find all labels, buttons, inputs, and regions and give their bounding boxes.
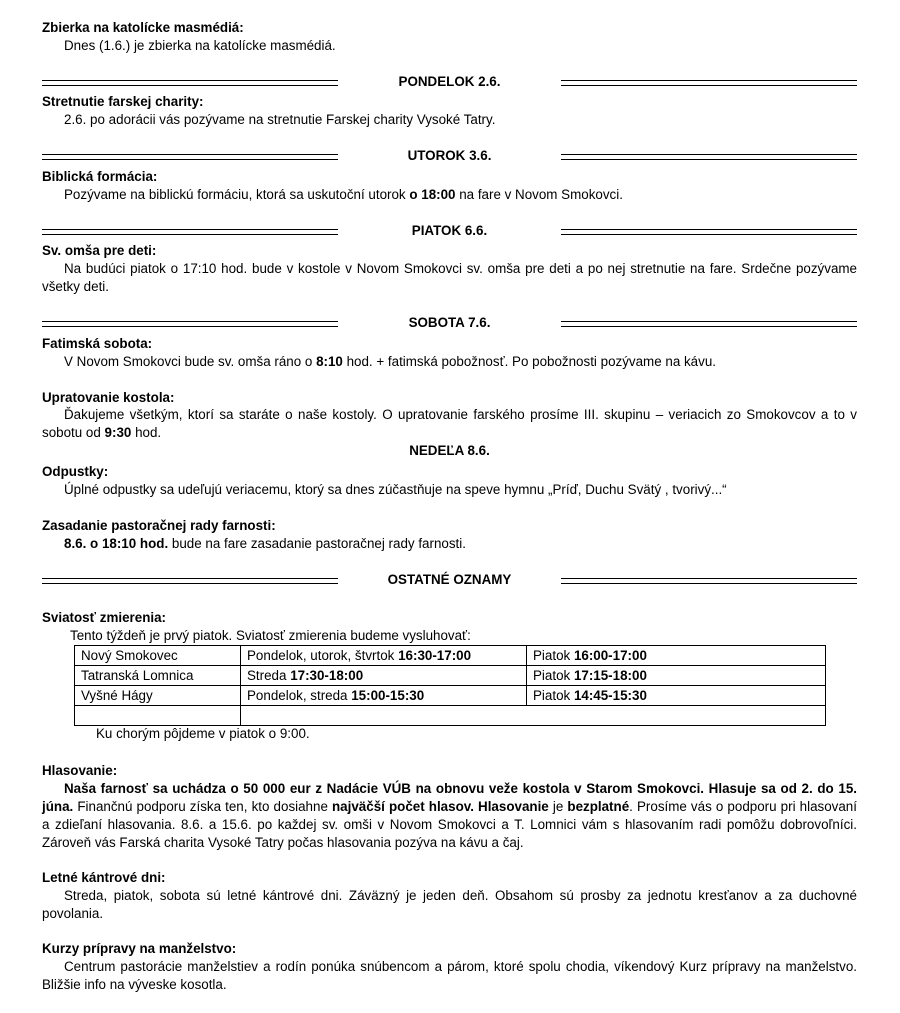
table-cell-place: Vyšné Hágy: [75, 686, 241, 706]
divider-line: [561, 154, 857, 160]
section-text-kantrove: Streda, piatok, sobota sú letné kántrové dni. Záväzný je jeden deň. Obsahom sú prosby za jednotu kresťanov a za duchovné povolania.: [42, 888, 857, 921]
confession-schedule-table: [74, 645, 826, 726]
table-cell-days: Streda 17:30-18:00: [241, 666, 527, 686]
table-row: [75, 646, 826, 666]
divider-sobota: [42, 314, 857, 332]
divider-line: [42, 80, 338, 86]
section-title-zasadanie: Zasadanie pastoračnej rady farnosti:: [42, 518, 276, 533]
divider-line: [561, 229, 857, 235]
section-text-charita: 2.6. po adorácii vás pozývame na stretnutie Farskej charity Vysoké Tatry.: [64, 112, 496, 127]
divider-label: OSTATNÉ OZNAMY: [387, 572, 512, 587]
table-row: [75, 686, 826, 706]
divider-label: NEDEĽA 8.6.: [409, 443, 490, 458]
divider-line: [42, 578, 338, 584]
divider-line: [42, 321, 338, 327]
divider-label: SOBOTA 7.6.: [408, 315, 491, 330]
section-title-hlasovanie: Hlasovanie:: [42, 763, 118, 778]
table-cell-days: Pondelok, streda 15:00-15:30: [241, 686, 527, 706]
section-title-omsa-deti: Sv. omša pre deti:: [42, 243, 157, 258]
section-title-kantrove: Letné kántrové dni:: [42, 870, 166, 885]
divider-line: [561, 321, 857, 327]
divider-line: [42, 154, 338, 160]
divider-piatok: [42, 222, 857, 240]
section-text-upratovanie: Ďakujeme všetkým, ktorí sa staráte o naše kostoly. O upratovanie farského prosíme III. skupinu – veriacich zo Smokovcov a to v sobotu od 9:30 hod.: [42, 407, 857, 440]
section-text-zmierenie-intro: Tento týždeň je prvý piatok. Sviatosť zmierenia budeme vysluhovať:: [70, 628, 471, 643]
table-cell-friday: Piatok 17:15-18:00: [527, 666, 826, 686]
section-text-fatimska: V Novom Smokovci bude sv. omša ráno o 8:10 hod. + fatimská pobožnosť. Po pobožnosti pozývame na kávu.: [64, 354, 716, 369]
divider-label: PIATOK 6.6.: [411, 223, 488, 238]
table-row: [75, 666, 826, 686]
section-text-kurzy: Centrum pastorácie manželstiev a rodín ponúka snúbencom a párom, ktoré spolu chodia, víkendový Kurz prípravy na manželstvo. Bližšie info na výveske kosotla.: [42, 959, 857, 992]
divider-pondelok: [42, 73, 857, 91]
section-title-upratovanie: Upratovanie kostola:: [42, 390, 175, 405]
table-cell-empty: [75, 706, 241, 726]
section-text-zmierenie-after: Ku chorým pôjdeme v piatok o 9:00.: [96, 726, 310, 741]
section-text-omsa-deti: Na budúci piatok o 17:10 hod. bude v kostole v Novom Smokovci sv. omša pre deti a po nej stretnutie na fare. Srdečne pozývame všetky deti.: [42, 261, 857, 294]
divider-ostatne: [42, 571, 857, 589]
section-title-fatimska: Fatimská sobota:: [42, 336, 153, 351]
section-text-zasadanie: 8.6. o 18:10 hod. bude na fare zasadanie pastoračnej rady farnosti.: [64, 536, 466, 551]
table-cell-empty: [241, 706, 826, 726]
section-title-odpustky: Odpustky:: [42, 464, 109, 479]
section-title-charita: Stretnutie farskej charity:: [42, 94, 204, 109]
divider-line: [42, 229, 338, 235]
section-title-biblicka: Biblická formácia:: [42, 169, 158, 184]
section-text-zbierka: Dnes (1.6.) je zbierka na katolícke masmédiá.: [64, 38, 336, 53]
divider-utorok: [42, 147, 857, 165]
table-cell-place: Nový Smokovec: [75, 646, 241, 666]
table-cell-friday: Piatok 16:00-17:00: [527, 646, 826, 666]
table-cell-days: Pondelok, utorok, štvrtok 16:30-17:00: [241, 646, 527, 666]
section-title-zbierka: Zbierka na katolícke masmédiá:: [42, 20, 244, 35]
section-title-zmierenie: Sviatosť zmierenia:: [42, 610, 167, 625]
divider-label: UTOROK 3.6.: [407, 148, 492, 163]
divider-label: PONDELOK 2.6.: [398, 74, 501, 89]
section-title-kurzy: Kurzy prípravy na manželstvo:: [42, 941, 237, 956]
section-text-hlasovanie: Naša farnosť sa uchádza o 50 000 eur z Nadácie VÚB na obnovu veže kostola v Starom Smokovci. Hlasuje sa od 2. do 15. júna. Finančnú podporu získa ten, kto dosiahne najväčší počet hlasov. Hlasovanie je bezplatné. Prosíme vás o podporu pri hlasovaní a zdieľaní hlasovania. 8.6. a 15.6. po každej sv. omši v Novom Smokovci a T. Lomnici vám s hlasovaním radi pomôžu dobrovoľníci. Zároveň vás Farská charita Vysoké Tatry počas hlasovania pozýva na kávu a čaj.: [42, 781, 857, 850]
section-text-biblicka: Pozývame na biblickú formáciu, ktorá sa uskutoční utorok o 18:00 na fare v Novom Smokovci.: [64, 187, 623, 202]
table-cell-friday: Piatok 14:45-15:30: [527, 686, 826, 706]
divider-line: [561, 578, 857, 584]
table-cell-place: Tatranská Lomnica: [75, 666, 241, 686]
table-row-empty: [75, 706, 826, 726]
divider-nedela: [42, 442, 857, 460]
section-text-odpustky: Úplné odpustky sa udeľujú veriacemu, ktorý sa dnes zúčastňuje na speve hymnu „Príď, Duchu Svätý , tvorivý...“: [64, 482, 727, 497]
divider-line: [561, 80, 857, 86]
